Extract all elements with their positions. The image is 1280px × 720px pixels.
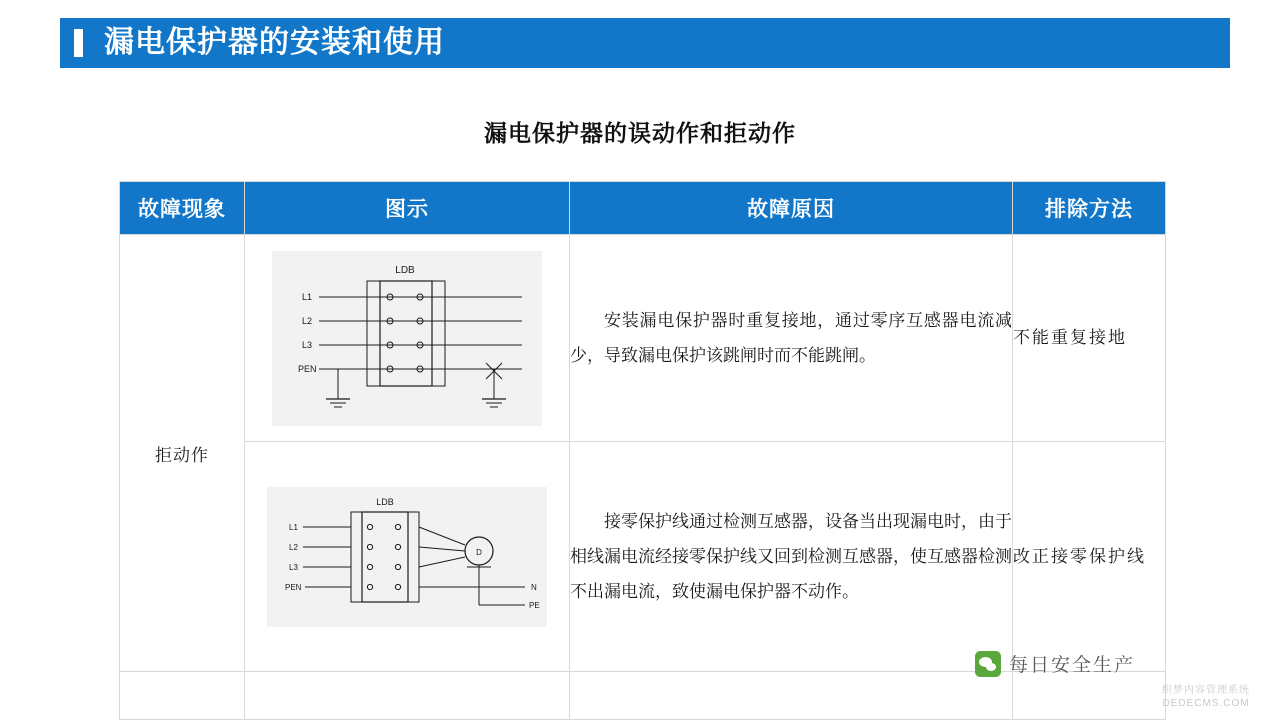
- cell-blank-2: [245, 672, 570, 720]
- svg-text:L3: L3: [302, 339, 313, 350]
- wechat-icon: [975, 651, 1001, 677]
- svg-text:L2: L2: [289, 542, 298, 552]
- svg-text:L1: L1: [289, 522, 298, 532]
- column-header-phenomenon: 故障现象: [120, 182, 245, 235]
- fault-table: [119, 181, 1166, 720]
- table-row: [120, 442, 1166, 672]
- section-subtitle: 漏电保护器的误动作和拒动作: [484, 120, 796, 146]
- cell-blank-4: [1013, 672, 1166, 720]
- cell-diagram-2: [245, 442, 570, 672]
- repeated-grounding-diagram: [272, 251, 542, 426]
- cell-blank-1: [120, 672, 245, 720]
- page-title: 漏电保护器的安装和使用: [104, 26, 445, 59]
- watermark-site-line1: 织梦内容管理系统: [1162, 685, 1250, 696]
- svg-text:LDB: LDB: [376, 496, 394, 507]
- column-header-diagram: 图示: [245, 182, 570, 235]
- svg-text:L2: L2: [302, 315, 313, 326]
- table-row: [120, 235, 1166, 442]
- watermark-site: [1162, 684, 1250, 710]
- page-header: [0, 18, 1280, 68]
- cell-method: 改正接零保护线: [1013, 442, 1166, 672]
- svg-text:L1: L1: [302, 291, 313, 302]
- table-row-blank: [120, 672, 1166, 720]
- table-header-row: [120, 182, 1166, 235]
- cell-method: 不能重复接地: [1013, 235, 1166, 442]
- column-header-method: 排除方法: [1013, 182, 1166, 235]
- header-accent-tick: [74, 29, 83, 57]
- cell-reason: 安装漏电保护器时重复接地，通过零序互感器电流减少，导致漏电保护该跳闸时而不能跳闸。: [570, 235, 1013, 442]
- cell-phenomenon: 拒动作: [120, 235, 245, 672]
- cell-reason: 接零保护线通过检测互感器，设备当出现漏电时，由于相线漏电流经接零保护线又回到检测互感器，使互感器检测不出漏电流，致使漏电保护器不动作。: [570, 442, 1013, 672]
- svg-text:PE: PE: [529, 600, 540, 610]
- watermark-account-label: 每日安全生产: [1009, 655, 1136, 676]
- svg-text:LDB: LDB: [395, 264, 415, 276]
- svg-text:L3: L3: [289, 562, 298, 572]
- header-underline: [60, 68, 600, 72]
- watermark-account: [975, 650, 1135, 677]
- pe-through-transformer-diagram: [267, 487, 547, 627]
- svg-text:N: N: [531, 582, 537, 592]
- cell-diagram-1: [245, 235, 570, 442]
- watermark-site-line2: DEDECMS.COM: [1162, 698, 1250, 709]
- diagram-wrap-1: [245, 251, 569, 426]
- svg-text:D: D: [476, 547, 482, 557]
- column-header-reason: 故障原因: [570, 182, 1013, 235]
- diagram-wrap-2: [245, 487, 569, 627]
- svg-text:PEN: PEN: [298, 363, 317, 374]
- cell-blank-3: [570, 672, 1013, 720]
- svg-text:PEN: PEN: [285, 582, 302, 592]
